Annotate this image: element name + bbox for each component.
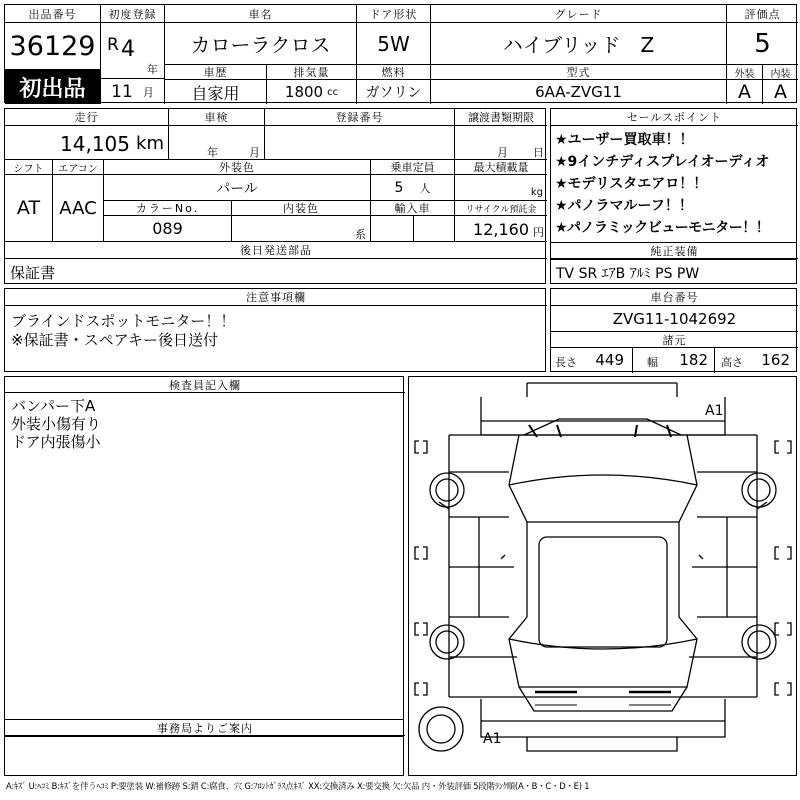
width-cell — [633, 348, 715, 373]
inspection-cell — [169, 126, 265, 160]
exterior-label: 外装 — [727, 65, 763, 80]
damage-diagram — [408, 376, 797, 776]
reg-year-cell — [101, 23, 165, 79]
grade-label: グレード — [431, 5, 727, 23]
exterior-color: パール — [104, 175, 371, 201]
length: 449 — [595, 351, 624, 369]
standard-equipment: TV SR ｴｱB ｱﾙﾐ PS PW — [556, 265, 700, 282]
sales-point: ★ユーザー買取車！！ — [555, 132, 694, 148]
transfer-label: 譲渡書類期限 — [455, 109, 547, 126]
caution-note: ブラインドスポットモニター！！ — [11, 312, 236, 330]
chassis-label: 車台番号 — [551, 289, 798, 306]
sales-point: ★パノラミックビューモニター！！ — [555, 220, 770, 236]
width-label: 幅 — [647, 356, 658, 369]
damage-legend: A:ｷｽﾞ U:ﾍｺﾐ B:ｷｽﾞを伴うﾍｺﾐ P:要塗装 W:補修跡 S:錆 C:腐食、穴 G:ﾌﾛﾝﾄｶﾞﾗｽ点ｷｽﾞ XX:交換済み X:要交換 欠:欠品 内・外装評価 5段階ﾗﾝｸ順(A・B・C・D・E) 1 — [6, 781, 590, 791]
color-number: 089 — [104, 216, 232, 242]
chassis-number: ZVG11-1042692 — [551, 306, 798, 332]
inspector-section — [4, 376, 404, 776]
model-label: 型式 — [431, 65, 727, 80]
recycle-cell — [455, 216, 547, 242]
air-conditioner: AAC — [53, 175, 104, 242]
door-label: ドア形状 — [357, 5, 431, 23]
mileage: 14,105 — [60, 132, 130, 156]
exterior-grade: A — [727, 80, 763, 104]
recycle-fee: 12,160 — [473, 220, 529, 239]
ac-label: エアコン — [53, 160, 104, 175]
lot-number: 36129 — [5, 23, 101, 70]
later-parts-label: 後日発送部品 — [5, 242, 547, 259]
capacity-label: 乗車定員 — [371, 160, 455, 175]
inspection-year-unit: 年 — [207, 146, 218, 159]
sales-point: ★モデリスタエアロ！！ — [555, 176, 708, 192]
sales-point: ★パノラマルーフ！！ — [555, 198, 693, 214]
top-section — [4, 4, 797, 103]
transfer-month-unit: 月 — [497, 146, 508, 159]
length-cell — [551, 348, 633, 373]
shift: AT — [5, 175, 53, 242]
rear-damage-mark: A1 — [483, 731, 502, 747]
reg-era: R — [107, 35, 119, 55]
capacity-unit: 人 — [419, 181, 431, 195]
height-cell — [715, 348, 798, 373]
sales-points-label: セールスポイント — [551, 109, 798, 126]
width: 182 — [679, 351, 708, 369]
displacement-label: 排気量 — [267, 65, 357, 80]
caution-note: ※保証書・スペアキー後日送付 — [11, 331, 218, 349]
model-code: 6AA-ZVG11 — [431, 80, 727, 104]
mileage-unit: km — [136, 133, 164, 154]
reg-year: 4 — [121, 37, 135, 62]
car-name-label: 車名 — [165, 5, 357, 23]
transfer-cell — [455, 126, 547, 160]
inspector-label: 検査員記入欄 — [5, 377, 405, 393]
car-outline-diagram — [409, 377, 796, 775]
import-label: 輸入車 — [371, 201, 455, 216]
fuel-label: 燃料 — [357, 65, 431, 80]
recycle-unit: 円 — [533, 226, 544, 239]
grade: ハイブリッド Z — [431, 23, 727, 65]
height: 162 — [761, 351, 790, 369]
sales-point: ★9インチディスプレイオーディオ — [555, 154, 770, 170]
color-no-label: カラーNo. — [104, 201, 232, 216]
load-cell — [455, 175, 547, 201]
int-color-unit: 系 — [355, 228, 366, 241]
interior-label: 内装 — [763, 65, 798, 80]
score: 5 — [727, 23, 798, 65]
dimensions-label: 諸元 — [551, 332, 798, 348]
history: 自家用 — [165, 80, 267, 104]
vehicle-details — [4, 108, 546, 284]
recycle-label: リサイクル預託金 — [455, 201, 547, 216]
capacity: 5 — [394, 179, 404, 196]
sales-points — [550, 108, 797, 284]
reg-label: 初度登録 — [101, 5, 165, 23]
displacement-unit: cc — [327, 86, 339, 98]
score-label: 評価点 — [727, 5, 798, 23]
first-listing-badge: 初出品 — [5, 70, 101, 104]
plate-label: 登録番号 — [265, 109, 455, 126]
length-label: 長さ — [555, 356, 577, 369]
office-label: 事務局よりご案内 — [5, 720, 405, 736]
import-cell — [371, 216, 455, 242]
door-type: 5W — [357, 23, 431, 65]
fuel: ガソリン — [357, 80, 431, 104]
mileage-cell — [5, 126, 169, 160]
lot-label: 出品番号 — [5, 5, 101, 23]
int-color-label: 内装色 — [232, 201, 371, 216]
load-unit: kg — [530, 187, 543, 198]
load-label: 最大積載量 — [455, 160, 547, 175]
equipment-label: 純正装備 — [551, 243, 798, 259]
capacity-cell — [371, 175, 455, 201]
inspection-label: 車検 — [169, 109, 265, 126]
shift-label: シフト — [5, 160, 53, 175]
displacement-cell — [267, 80, 357, 104]
reg-month-cell — [101, 79, 165, 104]
inspector-note: 外装小傷有り — [11, 415, 102, 433]
plate-number-cell — [265, 126, 455, 160]
history-label: 車歴 — [165, 65, 267, 80]
inspector-note: バンパー下A — [11, 397, 96, 415]
front-damage-mark: A1 — [705, 403, 724, 419]
height-label: 高さ — [721, 356, 743, 369]
car-name: カローラクロス — [165, 23, 357, 65]
month-unit: 月 — [142, 85, 154, 99]
reg-month: 11 — [111, 81, 133, 102]
transfer-day-unit: 日 — [533, 146, 544, 159]
color-label: 外装色 — [104, 160, 371, 175]
chassis-section — [550, 288, 797, 372]
int-color-cell — [232, 216, 371, 242]
inspector-note: ドア内張傷小 — [11, 433, 101, 451]
caution-label: 注意事項欄 — [5, 289, 547, 306]
mileage-label: 走行 — [5, 109, 169, 126]
caution-section — [4, 288, 546, 372]
later-parts: 保証書 — [10, 263, 56, 282]
inspection-month-unit: 月 — [249, 146, 260, 159]
year-unit: 年 — [147, 63, 158, 76]
interior-grade: A — [774, 81, 787, 103]
displacement: 1800 — [284, 83, 324, 101]
